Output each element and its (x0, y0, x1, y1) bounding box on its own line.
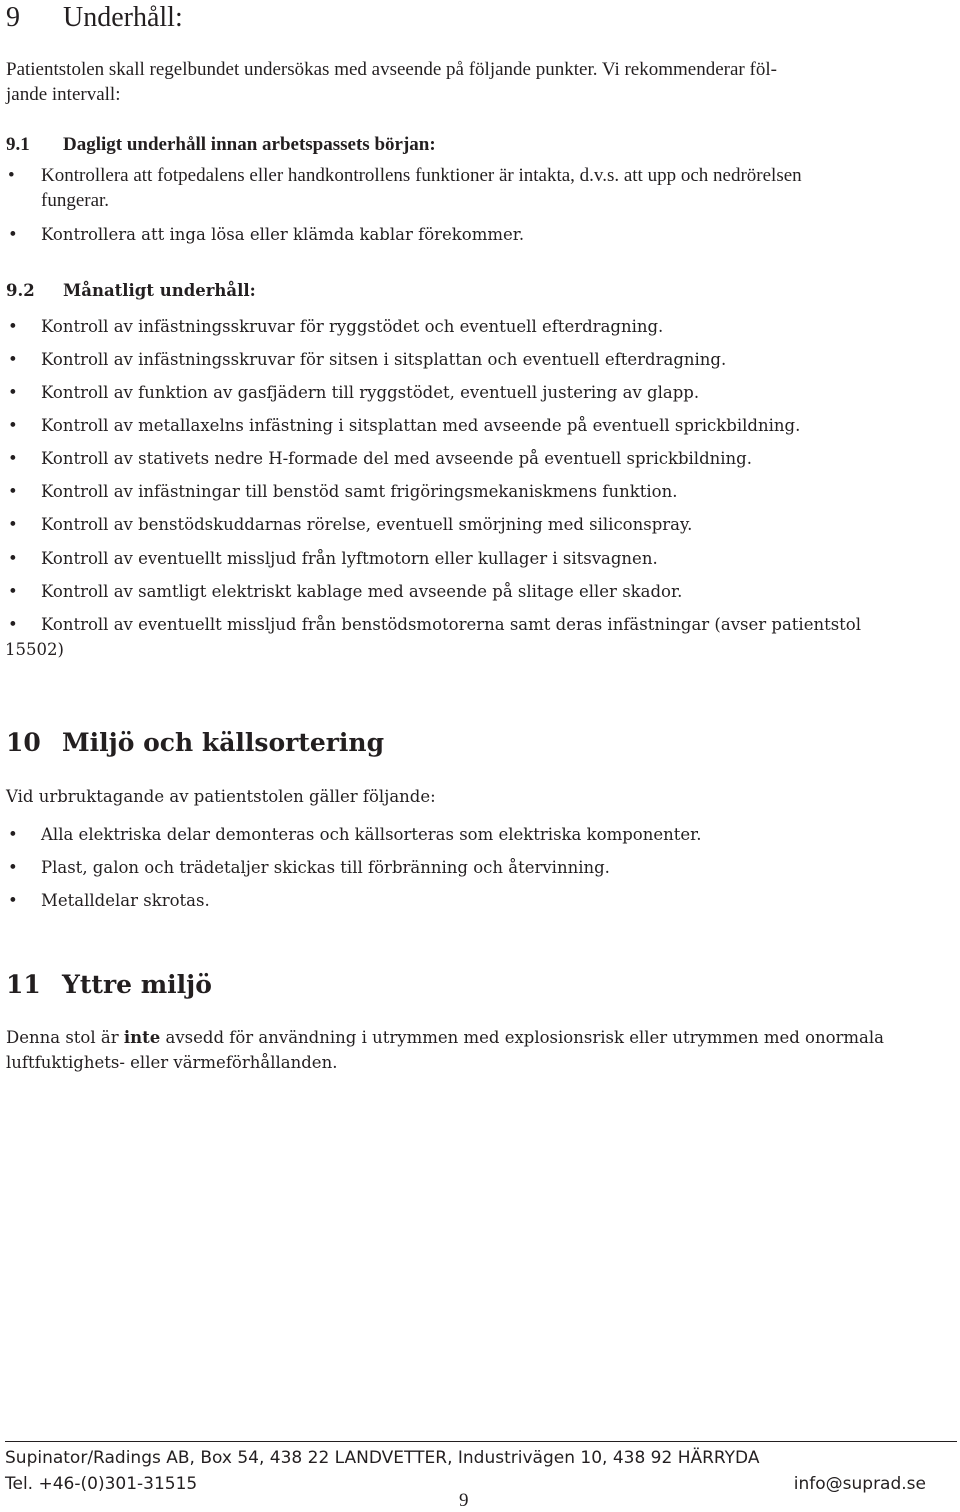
list-item-text-continued: 15502) (5, 640, 64, 659)
list-item-text: Kontroll av eventuellt missljud från benstödsmotorerna samt deras infästningar (avser patientstol (41, 615, 862, 634)
list-item-text: Kontroll av infästningsskruvar för sitsen i sitsplattan och eventuell efterdragning. (41, 350, 727, 369)
section-9-title: Underhåll: (63, 2, 183, 33)
list-item (8, 512, 953, 537)
list-item-text: Kontroll av infästningsskruvar för ryggstödet och eventuell efterdragning. (41, 317, 664, 336)
list-item (8, 163, 953, 213)
bullet-icon: • (8, 383, 18, 402)
section-10-intro: Vid urbruktagande av patientstolen gäller följande: (6, 787, 436, 806)
section-11-text-start: Denna stol är (6, 1028, 124, 1047)
list-item (8, 479, 953, 504)
bullet-icon: • (8, 515, 18, 534)
section-11-text-line2: luftfuktighets- eller värmeförhållanden. (6, 1053, 338, 1072)
list-item (5, 612, 953, 662)
bullet-icon: • (8, 350, 18, 369)
subsection-9-1-number: 9.1 (6, 134, 30, 155)
list-item-text: Alla elektriska delar demonteras och källsorteras som elektriska komponenter. (41, 825, 702, 844)
list-item (8, 314, 953, 339)
list-item (8, 822, 953, 847)
bullet-icon: • (8, 891, 18, 910)
bullet-icon: • (8, 317, 18, 336)
list-item (8, 222, 953, 247)
list-item-text: Kontroll av funktion av gasfjädern till ryggstödet, eventuell justering av glapp. (41, 383, 700, 402)
list-item-text: Kontroll av eventuellt missljud från lyftmotorn eller kullager i sitsvagnen. (41, 549, 658, 568)
subsection-9-1-heading (6, 132, 706, 157)
bullet-icon: • (8, 858, 18, 877)
list-item-text: Kontrollera att fotpedalens eller handkontrollens funktioner är intakta, d.v.s. att upp och nedrörelsen (41, 165, 802, 186)
bullet-icon: • (8, 582, 18, 601)
list-item (8, 546, 953, 571)
list-item-text: Kontroll av samtligt elektriskt kablage med avseende på slitage eller skador. (41, 582, 683, 601)
footer-email: info@suprad.se (793, 1474, 926, 1494)
bullet-icon: • (8, 225, 18, 244)
footer-phone: Tel. +46-(0)301-31515 (5, 1474, 198, 1494)
list-item-text: Metalldelar skrotas. (41, 891, 210, 910)
section-11-text-emphasis: inte (123, 1028, 161, 1047)
bullet-icon: • (8, 165, 15, 186)
bullet-icon: • (8, 416, 18, 435)
section-11-heading (6, 970, 506, 1002)
list-item (8, 855, 953, 880)
subsection-9-2-number: 9.2 (6, 281, 35, 300)
section-11-text-end: avsedd för användning i utrymmen med explosionsrisk eller utrymmen med onormala (160, 1028, 885, 1047)
bullet-icon: • (8, 482, 18, 501)
list-item-text: Plast, galon och trädetaljer skickas till förbränning och återvinning. (41, 858, 610, 877)
subsection-9-2-title: Månatligt underhåll: (63, 281, 256, 300)
section-9-intro-line1: Patientstolen skall regelbundet undersökas med avseende på följande punkter. Vi rekommenderar föl- (6, 59, 777, 80)
section-11-title: Yttre miljö (62, 970, 212, 999)
list-item (8, 888, 953, 913)
list-item-text: Kontroll av benstödskuddarnas rörelse, eventuell smörjning med siliconspray. (41, 515, 693, 534)
section-11-number: 11 (6, 970, 41, 999)
list-item-text: Kontroll av infästningar till benstöd samt frigöringsmekaniskmens funktion. (41, 482, 678, 501)
bullet-icon: • (8, 825, 18, 844)
page-number: 9 (459, 1490, 469, 1511)
section-10-number: 10 (6, 728, 41, 757)
list-item (8, 579, 953, 604)
list-item-text: Kontrollera att inga lösa eller klämda kablar förekommer. (41, 225, 525, 244)
list-item (8, 347, 953, 372)
list-item (8, 446, 953, 471)
list-item (8, 380, 953, 405)
list-item (8, 413, 953, 438)
list-item-text: Kontroll av stativets nedre H-formade del med avseende på eventuell sprickbildning. (41, 449, 752, 468)
section-9-number: 9 (6, 2, 20, 33)
bullet-icon: • (8, 449, 18, 468)
section-11-text-line1 (6, 1025, 884, 1050)
footer-address: Supinator/Radings AB, Box 54, 438 22 LANDVETTER, Industrivägen 10, 438 92 HÄRRYDA (5, 1448, 760, 1468)
section-9-heading (6, 2, 406, 34)
bullet-icon: • (8, 615, 18, 634)
list-item-text: Kontroll av metallaxelns infästning i sitsplattan med avseende på eventuell sprickbildning. (41, 416, 801, 435)
section-10-heading (6, 728, 506, 760)
footer-divider (5, 1441, 957, 1442)
bullet-icon: • (8, 549, 18, 568)
section-10-title: Miljö och källsortering (62, 728, 385, 757)
section-9-intro-line2: jande intervall: (6, 84, 121, 105)
subsection-9-2-heading (6, 281, 606, 306)
list-item-text-continued: fungerar. (41, 190, 110, 211)
subsection-9-1-title: Dagligt underhåll innan arbetspassets början: (63, 134, 436, 155)
